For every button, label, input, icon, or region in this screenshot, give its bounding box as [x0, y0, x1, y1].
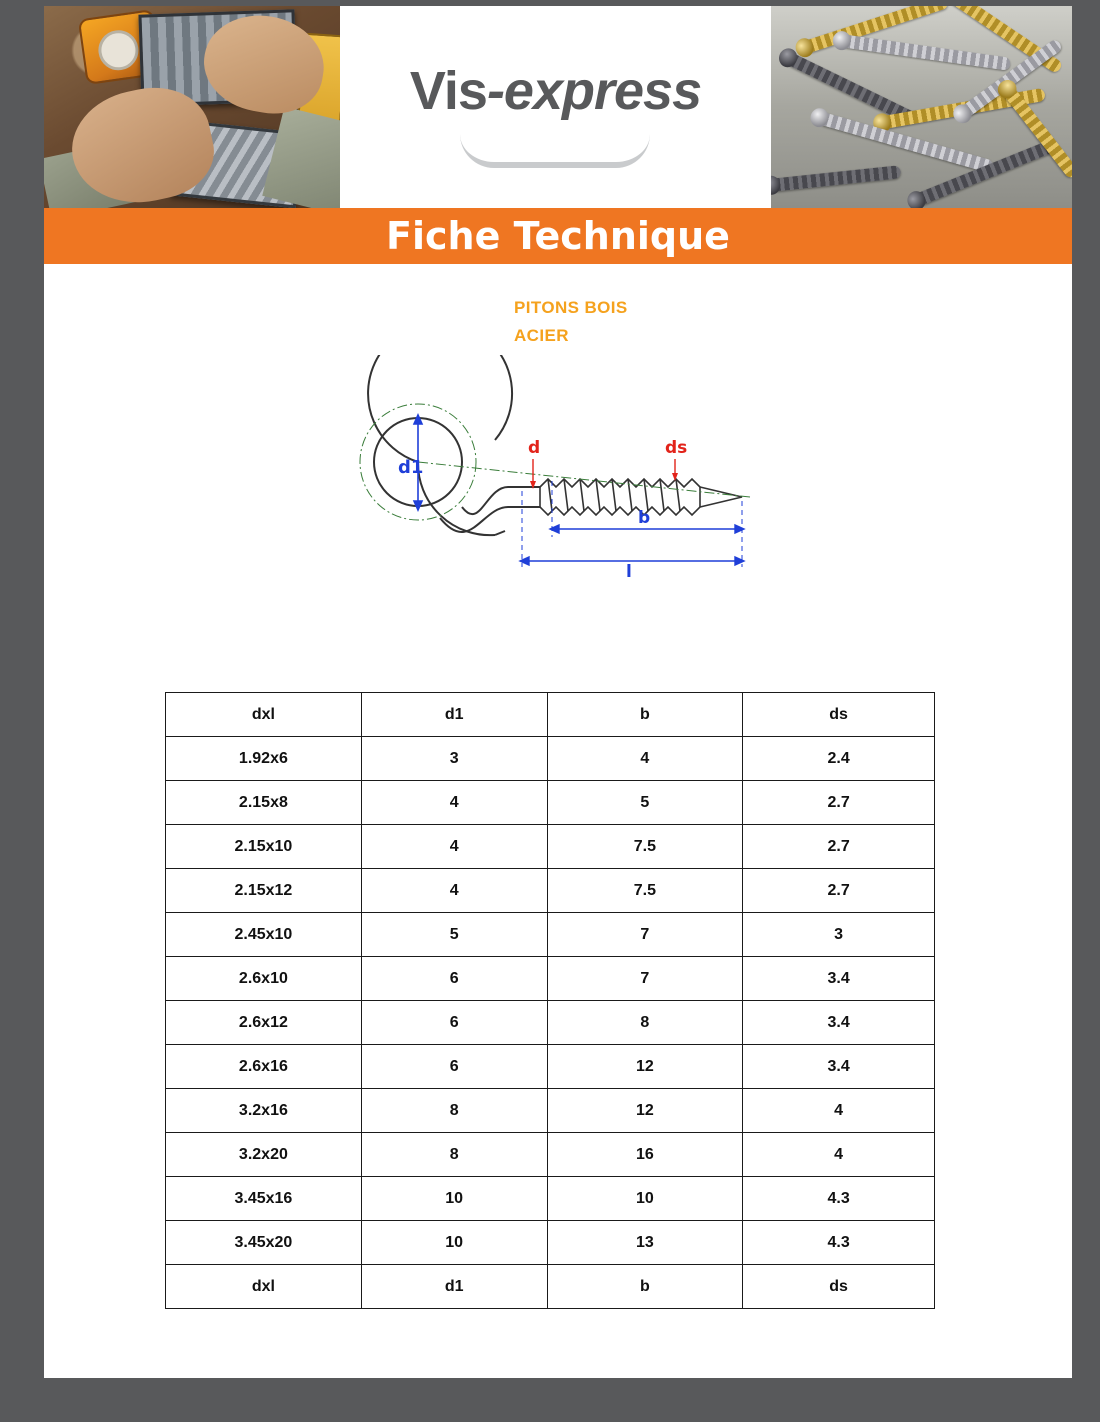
- brand-logo: [340, 6, 771, 208]
- dimension-label-ds: ds: [665, 438, 688, 458]
- table-cell: 12: [547, 1045, 743, 1089]
- table-row: [166, 781, 935, 825]
- table-row: [166, 869, 935, 913]
- brand-logo-text: [340, 60, 771, 122]
- table-cell: 3.4: [743, 1001, 935, 1045]
- brand-name-main: Vis: [409, 61, 487, 121]
- dimension-label-l: l: [626, 562, 632, 582]
- product-name: PITONS BOIS: [514, 298, 628, 317]
- table-cell: 13: [547, 1221, 743, 1265]
- table-cell: 2.4: [743, 737, 935, 781]
- table-cell: 3.2x16: [166, 1089, 362, 1133]
- page-frame-bottom: [44, 1378, 1072, 1422]
- dimension-label-d: d: [528, 438, 541, 458]
- table-cell: 2.7: [743, 825, 935, 869]
- table-row: [166, 1177, 935, 1221]
- table-header-cell: d1: [361, 693, 547, 737]
- screw-eye-diagram: [290, 355, 790, 605]
- table-cell: 10: [361, 1221, 547, 1265]
- table-cell: 8: [361, 1089, 547, 1133]
- dimension-label-b: b: [638, 508, 651, 528]
- table-row: [166, 737, 935, 781]
- table-cell: 4: [361, 869, 547, 913]
- table-cell: 3: [743, 913, 935, 957]
- table-cell: 3.4: [743, 957, 935, 1001]
- table-cell: 2.6x10: [166, 957, 362, 1001]
- table-cell: 6: [361, 1045, 547, 1089]
- page-frame-right: [1072, 0, 1100, 1422]
- table-cell: 7: [547, 957, 743, 1001]
- table-cell: 4: [743, 1089, 935, 1133]
- table-cell: 5: [361, 913, 547, 957]
- product-material: ACIER: [514, 326, 569, 345]
- table-cell: 3.2x20: [166, 1133, 362, 1177]
- table-footer-row: [166, 1265, 935, 1309]
- table-cell: 5: [547, 781, 743, 825]
- table-cell: 7.5: [547, 825, 743, 869]
- table-header-cell: b: [547, 693, 743, 737]
- table-cell: 4: [361, 825, 547, 869]
- table-cell: 4.3: [743, 1177, 935, 1221]
- technical-drawing: [290, 355, 790, 605]
- table-cell: 4: [361, 781, 547, 825]
- table-row: [166, 957, 935, 1001]
- table-cell: 2.45x10: [166, 913, 362, 957]
- screws-photo: [771, 6, 1072, 208]
- banner: [44, 208, 1072, 264]
- table-cell: 2.6x16: [166, 1045, 362, 1089]
- table-cell: 2.15x12: [166, 869, 362, 913]
- table-cell: 4.3: [743, 1221, 935, 1265]
- dimension-label-d1: d1: [398, 457, 424, 478]
- table-row: [166, 1001, 935, 1045]
- table-row: [166, 1045, 935, 1089]
- table-footer-cell: ds: [743, 1265, 935, 1309]
- table-cell: 3.4: [743, 1045, 935, 1089]
- table-cell: 6: [361, 1001, 547, 1045]
- table-footer-cell: dxl: [166, 1265, 362, 1309]
- page-header: [44, 6, 1072, 208]
- table-cell: 4: [743, 1133, 935, 1177]
- table-cell: 2.7: [743, 869, 935, 913]
- page-frame-left: [0, 0, 44, 1422]
- table-row: [166, 825, 935, 869]
- table-cell: 12: [547, 1089, 743, 1133]
- table-row: [166, 913, 935, 957]
- table-header-row: [166, 693, 935, 737]
- table-row: [166, 1089, 935, 1133]
- table-cell: 10: [547, 1177, 743, 1221]
- table-cell: 2.15x10: [166, 825, 362, 869]
- table-row: [166, 1133, 935, 1177]
- table-footer-cell: b: [547, 1265, 743, 1309]
- table-header-cell: ds: [743, 693, 935, 737]
- table-row: [166, 1221, 935, 1265]
- workshop-photo: [44, 6, 340, 208]
- table-cell: 8: [361, 1133, 547, 1177]
- brand-logo-swoosh-icon: [460, 134, 650, 168]
- table-footer-cell: d1: [361, 1265, 547, 1309]
- table-cell: 3.45x16: [166, 1177, 362, 1221]
- banner-title: Fiche Technique: [386, 214, 730, 258]
- table-header-cell: dxl: [166, 693, 362, 737]
- table-cell: 3: [361, 737, 547, 781]
- table-cell: 10: [361, 1177, 547, 1221]
- table-cell: 2.6x12: [166, 1001, 362, 1045]
- table-cell: 4: [547, 737, 743, 781]
- table-cell: 2.15x8: [166, 781, 362, 825]
- brand-name-suffix: -express: [486, 61, 702, 121]
- specification-table: [165, 692, 935, 1309]
- table-cell: 2.7: [743, 781, 935, 825]
- table-cell: 7: [547, 913, 743, 957]
- table-cell: 3.45x20: [166, 1221, 362, 1265]
- table-cell: 8: [547, 1001, 743, 1045]
- table-cell: 7.5: [547, 869, 743, 913]
- table-cell: 1.92x6: [166, 737, 362, 781]
- table-cell: 6: [361, 957, 547, 1001]
- table-cell: 16: [547, 1133, 743, 1177]
